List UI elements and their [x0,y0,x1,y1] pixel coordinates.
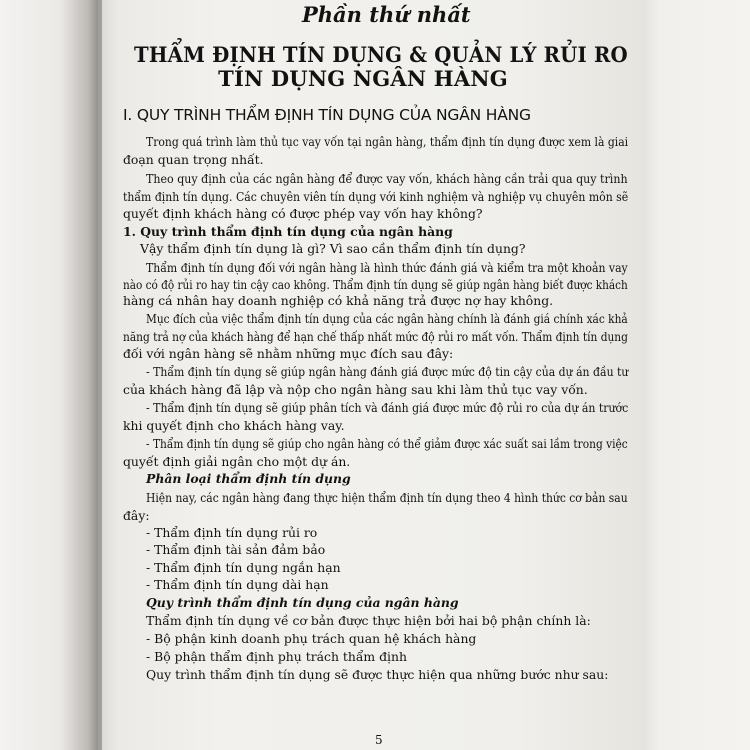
book-title-line-2: TÍN DỤNG NGÂN HÀNG [218,66,508,91]
body-line: đoạn quan trọng nhất. [123,152,264,167]
left-page-shadow [0,0,100,750]
body-line: Thẩm định tín dụng đối với ngân hàng là hình thức đánh giá và kiểm tra một khoản vay [146,260,628,275]
body-line: quyết định giải ngân cho một dự án. [123,454,351,469]
body-line: nào có độ rủi ro hay tin cậy cao không. Thẩm định tín dụng sẽ giúp ngân hàng biết được khách [123,277,628,292]
body-line: năng trả nợ của khách hàng để hạn chế thấp nhất mức độ rủi ro mất vốn. Thẩm định tín dụng [123,329,628,344]
body-line: khi quyết định cho khách hàng vay. [123,418,345,433]
list-item: - Thẩm định tín dụng dài hạn [146,577,329,592]
body-line: Theo quy định của các ngân hàng để được vay vốn, khách hàng cần trải qua quy trình [146,171,628,186]
page-fold-shadow [98,0,102,750]
body-line: Quy trình thẩm định tín dụng sẽ được thực hiện qua những bước như sau: [146,667,609,682]
list-item: - Thẩm định tài sản đảm bảo [146,542,326,557]
right-page-edge [640,0,750,750]
page-number: 5 [375,733,383,747]
list-item: - Thẩm định tín dụng rủi ro [146,525,318,540]
list-item: - Bộ phận thẩm định phụ trách thẩm định [146,649,407,664]
book-page [98,0,646,750]
body-line: Thẩm định tín dụng về cơ bản được thực hiện bởi hai bộ phận chính là: [146,613,591,628]
list-item: - Bộ phận kinh doanh phụ trách quan hệ khách hàng [146,631,477,646]
body-line: quyết định khách hàng có được phép vay vốn hay không? [123,206,483,221]
body-line: Vậy thẩm định tín dụng là gì? Vì sao cần thẩm định tín dụng? [140,241,526,256]
body-line: của khách hàng đã lập và nộp cho ngân hàng sau khi làm thủ tục vay vốn. [123,382,588,397]
subsection-heading-italic: Quy trình thẩm định tín dụng của ngân hàng [146,595,459,610]
body-line: - Thẩm định tín dụng sẽ giúp ngân hàng đánh giá được mức độ tin cậy của dự án đầu tư [146,364,629,379]
subsection-heading: 1. Quy trình thẩm định tín dụng của ngân hàng [123,224,453,239]
list-item: - Thẩm định tín dụng ngắn hạn [146,560,341,575]
subsection-heading-italic: Phân loại thẩm định tín dụng [146,471,351,486]
part-heading: Phần thứ nhất [302,2,471,27]
book-title-line-1: THẨM ĐỊNH TÍN DỤNG & QUẢN LÝ RỦI RO [134,42,628,67]
body-line: - Thẩm định tín dụng sẽ giúp cho ngân hàng có thể giảm được xác suất sai lầm trong việc [146,436,628,451]
body-line: hàng cá nhân hay doanh nghiệp có khả năng trả được nợ hay không. [123,293,554,308]
body-line: Hiện nay, các ngân hàng đang thực hiện thẩm định tín dụng theo 4 hình thức cơ bản sau [146,490,628,505]
body-line: thẩm định tín dụng. Các chuyên viên tín dụng với kinh nghiệm và nghiệp vụ chuyên môn sẽ [123,189,629,204]
body-line: Trong quá trình làm thủ tục vay vốn tại ngân hàng, thẩm định tín dụng được xem là giai [146,134,629,149]
section-heading: I. QUY TRÌNH THẨM ĐỊNH TÍN DỤNG CỦA NGÂN HÀNG [123,106,531,124]
body-line: đối với ngân hàng sẽ nhằm những mục đích sau đây: [123,346,454,361]
body-line: Mục đích của việc thẩm định tín dụng của các ngân hàng chính là đánh giá chính xác khả [146,311,628,326]
body-line: - Thẩm định tín dụng sẽ giúp phân tích và đánh giá được mức độ rủi ro của dự án trước [146,400,629,415]
body-line: đây: [123,508,150,523]
